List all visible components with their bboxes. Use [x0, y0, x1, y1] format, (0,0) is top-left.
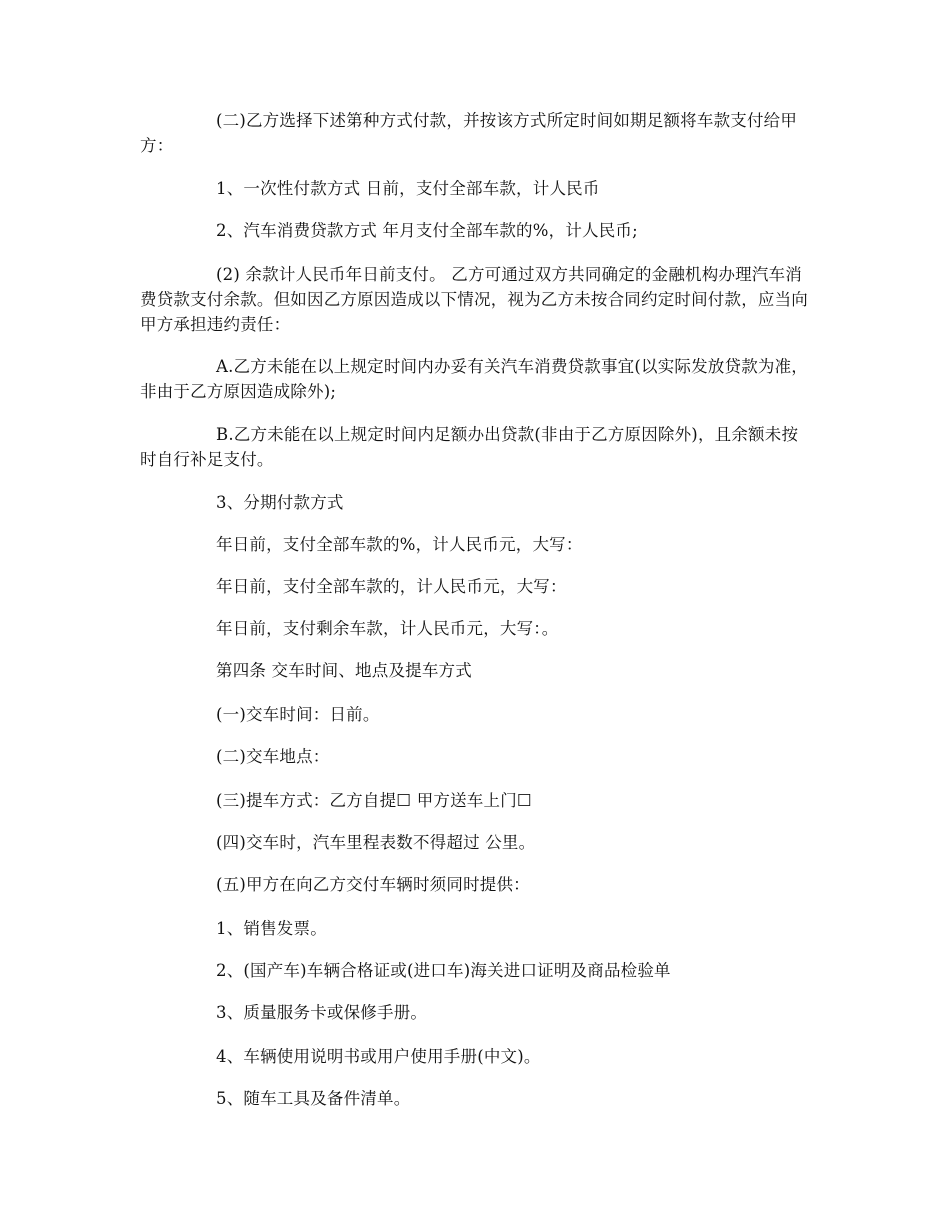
- list-item-tools: 5、随车工具及备件清单。: [216, 1089, 411, 1108]
- list-item-manual: 4、车辆使用说明书或用户使用手册(中文)。: [216, 1047, 541, 1066]
- paragraph-installment: 3、分期付款方式: [216, 493, 344, 512]
- list-item-invoice: 1、销售发票。: [216, 919, 327, 938]
- paragraph-documents-provided: (五)甲方在向乙方交付车辆时须同时提供：: [216, 875, 530, 894]
- paragraph-payment-method: (二)乙方选择下述第种方式付款，并按该方式所定时间如期足额将车款支付给甲方：: [140, 111, 798, 155]
- list-item-certificate: 2、(国产车)车辆合格证或(进口车)海关进口证明及商品检验单: [216, 961, 671, 980]
- paragraph-lump-sum: 1、一次性付款方式 日前，支付全部车款，计人民币: [216, 179, 600, 198]
- paragraph-delivery-time: (一)交车时间：日前。: [216, 705, 380, 724]
- section-heading-article-4: 第四条 交车时间、地点及提车方式: [216, 661, 472, 680]
- paragraph-odometer: (四)交车时，汽车里程表数不得超过 公里。: [216, 833, 536, 852]
- paragraph-delivery-place: (二)交车地点：: [216, 747, 330, 766]
- paragraph-clause-b: B.乙方未能在以上规定时间内足额办出贷款(非由于乙方原因除外)，且余额未按时自行补足支付。: [140, 425, 799, 469]
- paragraph-balance: (2) 余款计人民币年日前支付。 乙方可通过双方共同确定的金融机构办理汽车消费贷款支付余款。但如因乙方原因造成以下情况，视为乙方未按合同约定时间付款，应当向甲方承担违约责任：: [140, 265, 808, 334]
- paragraph-auto-loan: 2、汽车消费贷款方式 年月支付全部车款的%，计人民币;: [216, 221, 638, 240]
- list-item-warranty: 3、质量服务卡或保修手册。: [216, 1003, 428, 1022]
- paragraph-installment-1: 年日前，支付全部车款的%，计人民币元，大写：: [216, 535, 583, 554]
- paragraph-installment-2: 年日前，支付全部车款的，计人民币元，大写：: [216, 577, 567, 596]
- paragraph-pickup-method: (三)提车方式：乙方自提☐ 甲方送车上门☐: [216, 791, 532, 810]
- paragraph-installment-3: 年日前，支付剩余车款，计人民币元，大写：。: [216, 619, 559, 638]
- paragraph-clause-a: A.乙方未能在以上规定时间内办妥有关汽车消费贷款事宜(以实际发放贷款为准，非由于乙方原因造成除外);: [140, 357, 808, 401]
